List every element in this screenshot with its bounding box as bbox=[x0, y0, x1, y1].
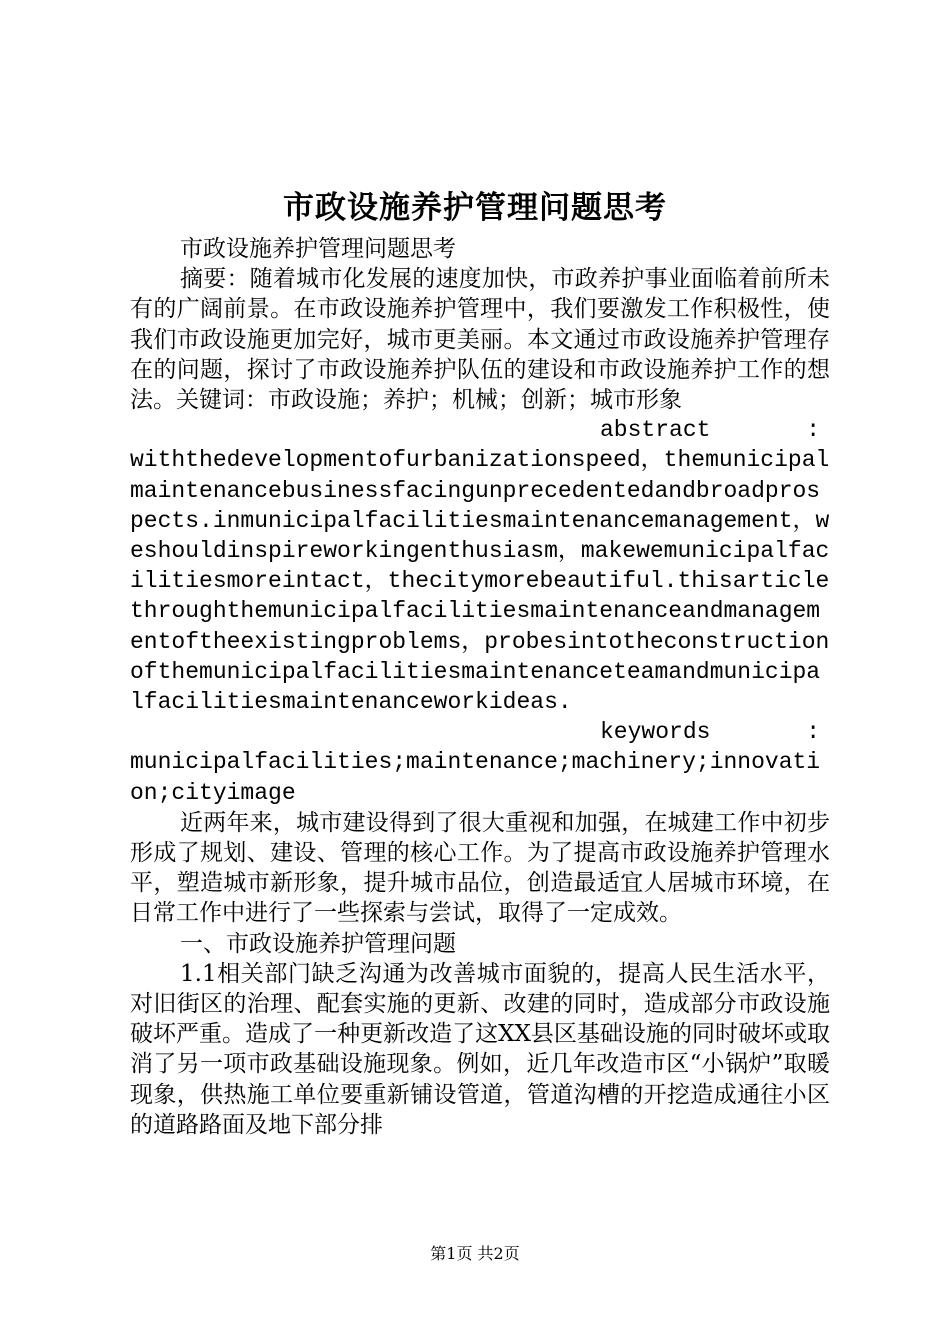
keywords-english-label: keywords bbox=[600, 719, 711, 746]
abstract-english-colon: : bbox=[806, 417, 820, 444]
document-body bbox=[130, 234, 830, 1140]
document-title: 市政设施养护管理问题思考 bbox=[283, 190, 667, 226]
intro-paragraph: 近两年来，城市建设得到了很大重视和加强，在城建工作中初步形成了规划、建设、管理的核心工作。为了提高市政设施养护管理水平，塑造城市新形象，提升城市品位，创造最适宜人居城市环境，在日常工作中进行了一些探索与尝试，取得了一定成效。 bbox=[130, 809, 830, 927]
section-1-heading: 一、市政设施养护管理问题 bbox=[180, 930, 456, 957]
section-1-1-paragraph: 1.1相关部门缺乏沟通为改善城市面貌的，提高人民生活水平，对旧街区的治理、配套实施的更新、改建的同时，造成部分市政设施破坏严重。造成了一种更新改造了这XX县区基础设施的同时破坏或取消了另一项市政基础设施现象。例如，近几年改造市区“小锅炉”取暖现象，供热施工单位要重新铺设管道，管道沟槽的开挖造成通往小区的道路路面及地下部分排 bbox=[130, 960, 830, 1138]
keywords-english: municipalfacilities;maintenance;machinery;innovation;cityimage bbox=[130, 749, 821, 806]
abstract-chinese: 摘要：随着城市化发展的速度加快，市政养护事业面临着前所未有的广阔前景。在市政设施养护管理中，我们要激发工作积极性，使我们市政设施更加完好，城市更美丽。本文通过市政设施养护管理存在的问题，探讨了市政设施养护队伍的建设和市政设施养护工作的想法。关键词：市政设施；养护；机械；创新；城市形象 bbox=[130, 266, 830, 414]
subtitle: 市政设施养护管理问题思考 bbox=[180, 236, 456, 262]
page-footer: 第1页 共2页 bbox=[430, 1244, 520, 1263]
keywords-english-label-line bbox=[130, 717, 830, 747]
abstract-english-label: abstract bbox=[600, 417, 711, 444]
abstract-english: withthedevelopmentofurbanizationspeed，themunicipalmaintenancebusinessfacingunprecedentedandbroadprospects.inmunicipalfacilitiesmaintenancemanagement，weshouldinspireworkingenthusiasm，makewemunicipalfacilitiesmoreintact，thecitymorebeautiful.thisarticlethroughthemunicipalfacilitiesmaintenanceandmanagementoftheexistingproblems，probesintotheconstructionofthemunicipalfacilitiesmaintenanceteamandmunicipalfacilitiesmaintenanceworkideas. bbox=[130, 447, 830, 716]
keywords-english-colon: : bbox=[806, 719, 820, 746]
abstract-english-label-line bbox=[130, 415, 830, 445]
